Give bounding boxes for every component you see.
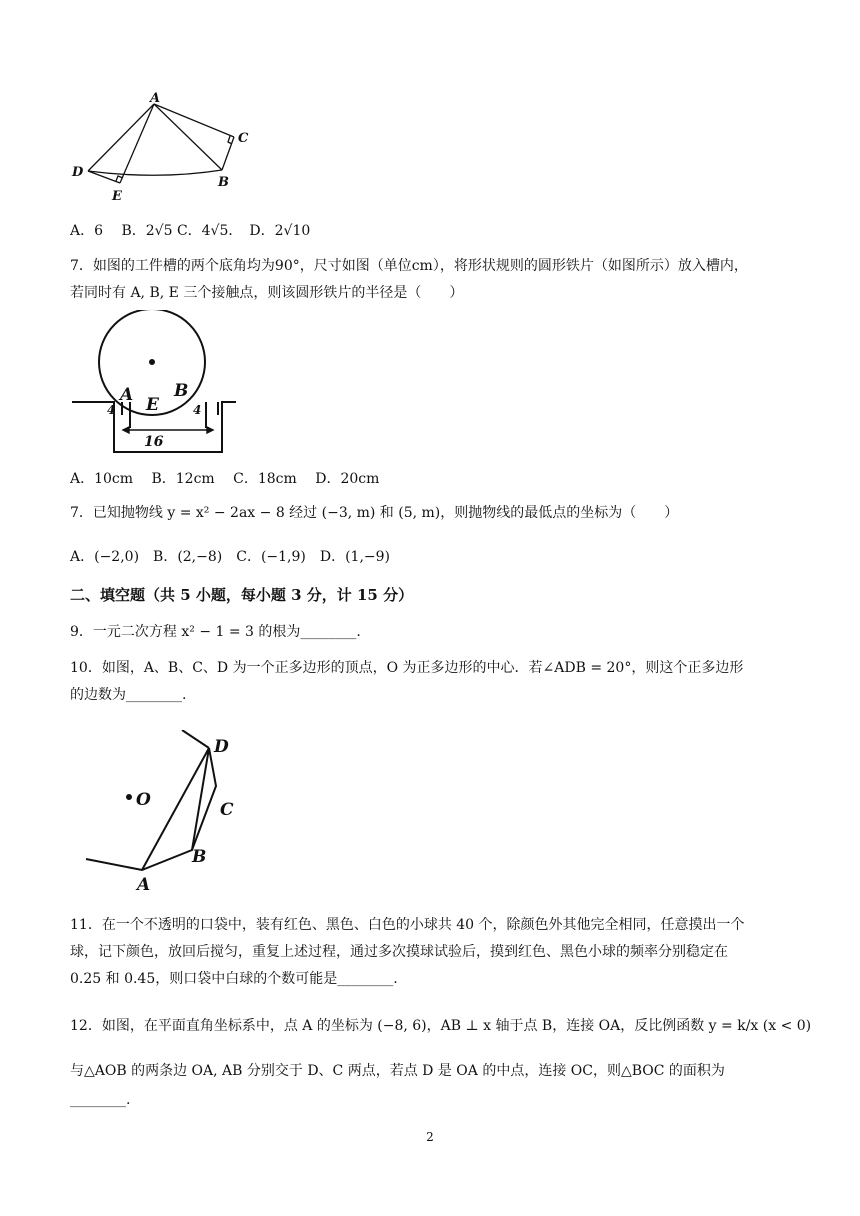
q7a-stem-line1: 7．如图的工件槽的两个底角均为90°，尺寸如图（单位cm），将形状规则的圆形铁片（如图所示）放入槽内， bbox=[70, 258, 748, 274]
fig1-label-a: A bbox=[150, 91, 161, 106]
fig2-label-a: A bbox=[120, 385, 134, 405]
fig2-label-b: B bbox=[174, 381, 189, 401]
fig3-label-a: A bbox=[137, 875, 151, 895]
section-2-heading: 二、填空题（共 5 小题，每小题 3 分，计 15 分） bbox=[70, 586, 414, 604]
fig2-label-left-height: 4 bbox=[107, 403, 116, 417]
fig1-label-d: D bbox=[72, 165, 84, 180]
q11-stem-line3: 0.25 和 0.45，则口袋中白球的个数可能是________. bbox=[70, 971, 398, 987]
page-number: 2 bbox=[426, 1130, 434, 1144]
q7a-options: A．10cm B．12cm C．18cm D．20cm bbox=[70, 471, 380, 487]
q10-stem-line2: 的边数为________. bbox=[70, 687, 187, 703]
q7b-stem: 7．已知抛物线 y = x² − 2ax − 8 经过 (−3, m) 和 (5, m)，则抛物线的最低点的坐标为（ ） bbox=[70, 505, 679, 521]
q12-stem-line2: 与△AOB 的两条边 OA, AB 分别交于 D、C 两点，若点 D 是 OA 的中点，连接 OC，则△BOC 的面积为 bbox=[70, 1063, 725, 1079]
fig2-label-e: E bbox=[146, 395, 159, 415]
fig2-label-width: 16 bbox=[144, 434, 164, 450]
figure-q7-groove bbox=[68, 310, 248, 465]
fig2-label-right-height: 4 bbox=[193, 403, 202, 417]
q11-stem-line2: 球，记下颜色，放回后搅匀，重复上述过程，通过多次摸球试验后，摸到红色、黑色小球的频率分别稳定在 bbox=[70, 944, 728, 960]
figure-q10-polygon bbox=[82, 730, 257, 895]
fig1-label-c: C bbox=[238, 131, 249, 146]
q9-stem: 9．一元二次方程 x² − 1 = 3 的根为________. bbox=[70, 624, 361, 640]
fig3-label-d: D bbox=[214, 737, 229, 757]
fig3-label-o: O bbox=[136, 790, 151, 810]
q7b-options: A．(−2,0) B．(2,−8) C．(−1,9) D．(1,−9) bbox=[70, 549, 391, 565]
q11-stem-line1: 11．在一个不透明的口袋中，装有红色、黑色、白色的小球共 40 个，除颜色外其他完全相同，任意摸出一个 bbox=[70, 917, 745, 933]
q10-stem-line1: 10．如图，A、B、C、D 为一个正多边形的顶点，O 为正多边形的中心．若∠ADB = 20°，则这个正多边形 bbox=[70, 660, 744, 676]
fig1-label-b: B bbox=[218, 175, 229, 190]
q12-stem-line3: ________. bbox=[70, 1092, 131, 1108]
fig1-label-e: E bbox=[112, 189, 122, 204]
q12-stem-line1: 12．如图，在平面直角坐标系中，点 A 的坐标为 (−8, 6)，AB ⊥ x 轴于点 B，连接 OA，反比例函数 y = k/x (x < 0) bbox=[70, 1018, 812, 1034]
q7a-stem-line2: 若同时有 A, B, E 三个接触点，则该圆形铁片的半径是（ ） bbox=[70, 285, 464, 301]
figure-q6-diagram bbox=[68, 90, 258, 205]
q6-options: A．6 B．2√5 C．4√5． D．2√10 bbox=[70, 223, 311, 239]
fig3-label-b: B bbox=[192, 847, 207, 867]
fig3-label-c: C bbox=[220, 800, 234, 820]
